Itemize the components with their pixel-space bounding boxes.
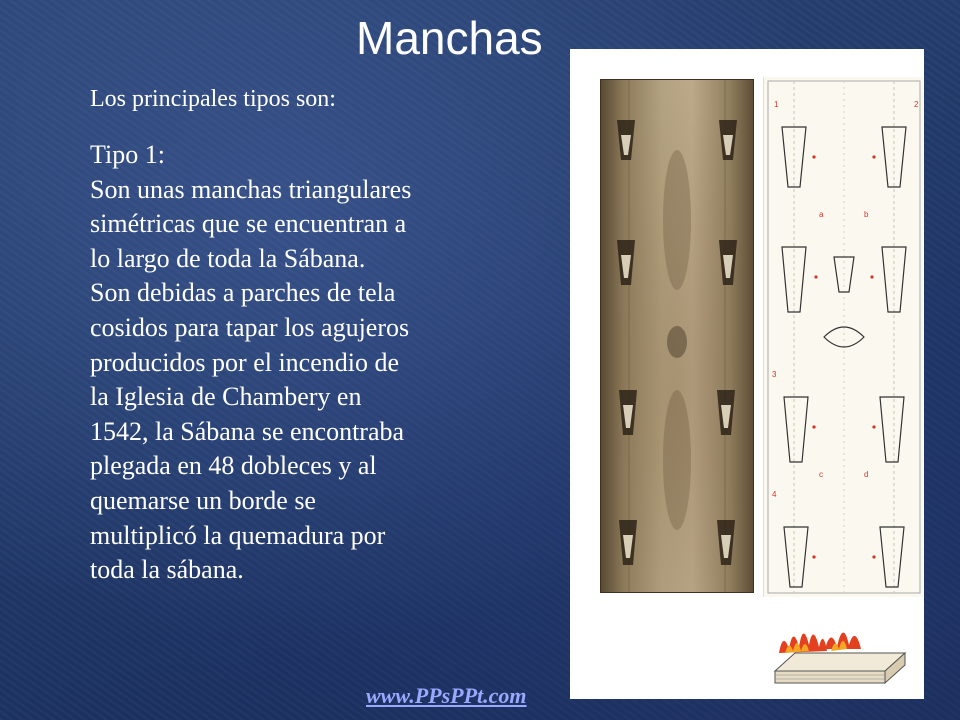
fire-illustration <box>765 601 915 693</box>
diagram-mark: 4 <box>772 490 777 499</box>
diagram-mark: 3 <box>772 370 777 379</box>
diagram-mark: 2 <box>914 100 919 109</box>
shroud-photo <box>600 79 754 593</box>
burn-diagram-drawing <box>764 77 924 597</box>
intro-text: Los principales tipos son: <box>90 86 336 112</box>
diagram-mark: 1 <box>774 100 779 109</box>
body-line: multiplicó la quemadura por <box>90 520 386 550</box>
folded-cloth-fire <box>765 601 915 693</box>
body-line: producidos por el incendio de <box>90 347 400 377</box>
body-line: quemarse un borde se <box>90 485 316 515</box>
image-panel <box>570 49 924 699</box>
body-line: toda la sábana. <box>90 555 244 585</box>
diagram-mark: d <box>864 470 869 479</box>
body-line: simétricas que se encuentran a <box>90 209 407 239</box>
body-text <box>90 138 530 588</box>
body-line: Son unas manchas triangulares <box>90 174 412 204</box>
diagram-mark: c <box>819 470 823 479</box>
diagram-mark: b <box>864 210 869 219</box>
shroud-photo-marks <box>601 80 753 592</box>
body-line: lo largo de toda la Sábana. <box>90 243 366 273</box>
body-line: la Iglesia de Chambery en <box>90 382 362 412</box>
burn-diagram <box>763 77 924 597</box>
website-link[interactable]: www.PPsPPt.com <box>366 683 527 708</box>
body-line: Son debidas a parches de tela <box>90 278 396 308</box>
body-line: Tipo 1: <box>90 140 165 169</box>
diagram-mark: a <box>819 210 824 219</box>
slide-title: Manchas <box>356 12 543 64</box>
body-line: cosidos para tapar los agujeros <box>90 312 410 342</box>
body-line: 1542, la Sábana se encontraba <box>90 416 405 446</box>
body-line: plegada en 48 dobleces y al <box>90 451 377 481</box>
